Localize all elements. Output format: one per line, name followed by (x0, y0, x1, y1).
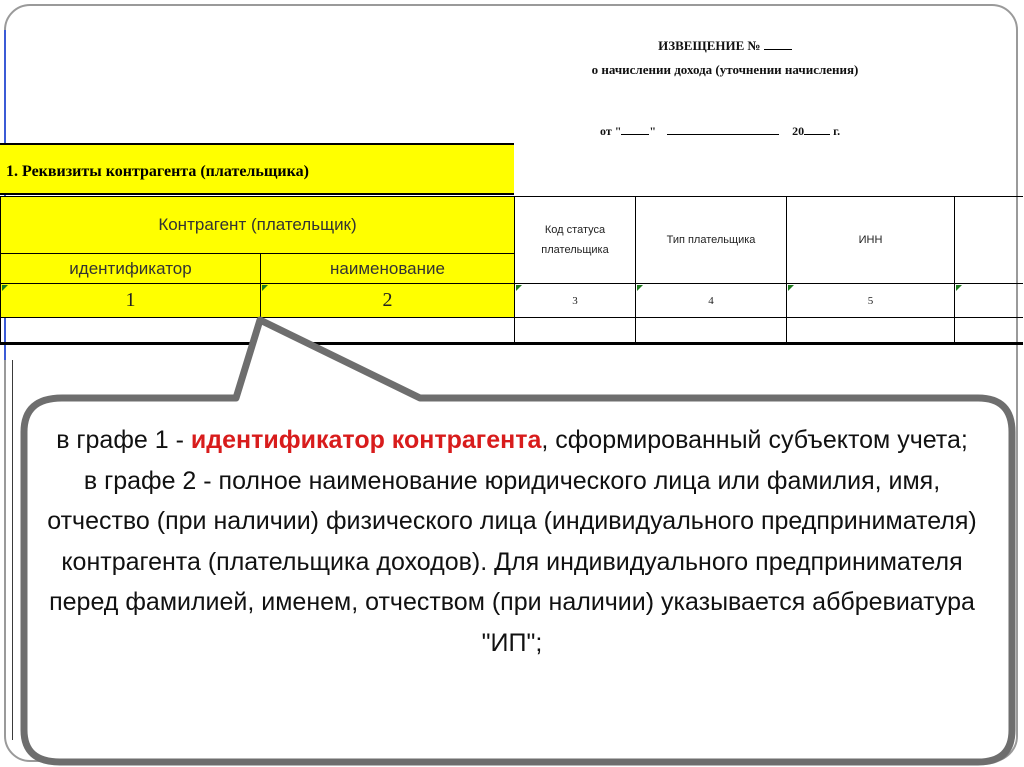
date-prefix: от " (600, 124, 622, 138)
callout-p1-suffix: , сформированный субъектом учета; (541, 426, 968, 454)
column-number-5-label: 5 (867, 294, 874, 307)
group-header-label: Контрагент (плательщик) (158, 215, 357, 234)
column-number-3-label: 3 (572, 294, 578, 307)
identifier-label: идентификатор (69, 258, 192, 278)
callout-p1-highlight: идентификатор контрагента (190, 426, 542, 454)
callout-paragraph-1 (42, 420, 982, 461)
column-number-2-label: 2 (382, 289, 393, 311)
status-code-label: Код статуса плательщика (541, 224, 609, 256)
column-number-4-label: 4 (708, 294, 714, 307)
column-number-1-label: 1 (125, 289, 136, 311)
name-label: наименование (330, 258, 445, 278)
payer-type-label: Тип плательщика (666, 234, 756, 246)
inn-label: ИНН (858, 234, 883, 246)
document-subtitle: о начислении дохода (уточнении начисления) (591, 62, 859, 77)
date-year: 20 (792, 124, 805, 138)
callout-paragraph-2: в графе 2 - полное наименование юридического лица или фамилия, имя, отчество (при наличии) физического лица (индивидуального предпринимателя) контрагента (плательщика доходов). Для индивидуального предпринимателя перед фамилией, именем, отчеством (при наличии) указывается аббревиатура "ИП"; (47, 466, 977, 657)
date-quote: " (649, 124, 657, 138)
document-title: ИЗВЕЩЕНИЕ № (658, 38, 761, 53)
callout-text (42, 420, 982, 663)
section-title: 1. Реквизиты контрагента (плательщика) (6, 163, 309, 180)
date-suffix: г. (833, 124, 841, 138)
callout-p1-prefix: в графе 1 - (56, 426, 191, 454)
